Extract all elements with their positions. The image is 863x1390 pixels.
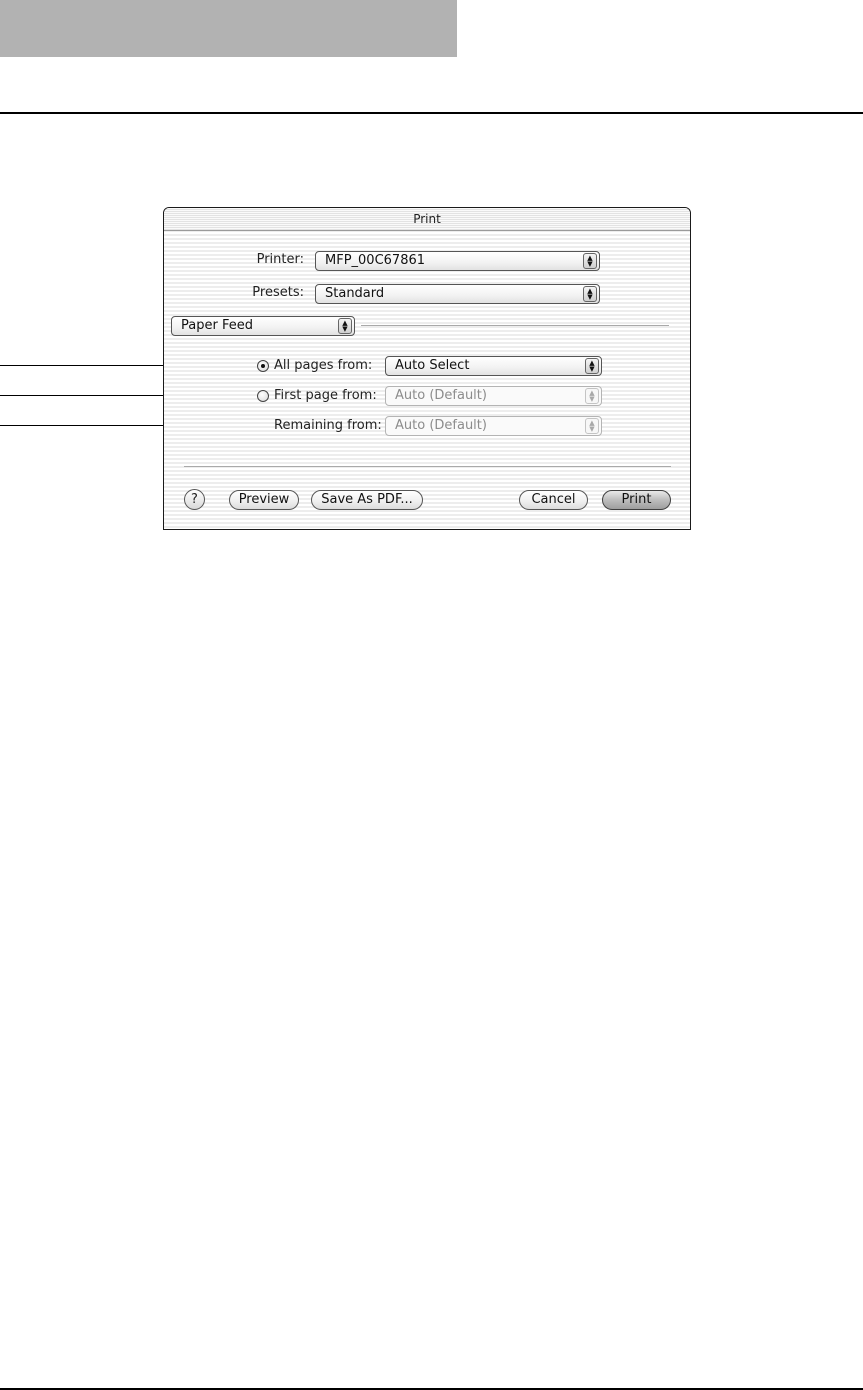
all-pages-radio[interactable] (257, 360, 269, 372)
presets-popup[interactable] (315, 284, 600, 304)
title-bar (164, 208, 690, 231)
all-pages-label: All pages from: (274, 358, 373, 373)
panel-separator (361, 325, 669, 326)
radio-dot-icon (261, 364, 265, 368)
first-page-label: First page from: (274, 388, 377, 403)
print-dialog (163, 207, 691, 530)
printer-label: Printer: (256, 252, 304, 267)
popup-arrows-icon: ▲ ▼ (585, 358, 599, 374)
bottom-separator (184, 466, 671, 467)
popup-arrows-icon: ▲ ▼ (583, 253, 597, 269)
presets-label: Presets: (252, 285, 304, 300)
popup-arrows-icon: ▲ ▼ (585, 388, 599, 404)
cancel-button[interactable]: Cancel (519, 490, 588, 510)
panel-popup[interactable] (171, 316, 355, 336)
remaining-value: Auto (Default) (395, 418, 487, 433)
dialog-title: Print (413, 212, 441, 226)
first-page-value: Auto (Default) (395, 388, 487, 403)
panel-value: Paper Feed (181, 318, 253, 333)
help-button[interactable] (184, 489, 205, 510)
preview-button[interactable]: Preview (229, 490, 299, 510)
all-pages-popup[interactable] (385, 356, 602, 376)
popup-arrows-icon: ▲ ▼ (583, 286, 597, 302)
help-icon: ? (191, 492, 198, 507)
popup-arrows-icon: ▲ ▼ (338, 318, 352, 334)
printer-popup[interactable] (315, 251, 600, 271)
all-pages-value: Auto Select (395, 358, 470, 373)
popup-arrows-icon: ▲ ▼ (585, 418, 599, 434)
remaining-label: Remaining from: (274, 418, 382, 433)
first-page-popup[interactable] (385, 386, 602, 406)
printer-value: MFP_00C67861 (325, 253, 426, 268)
header-tab (0, 0, 457, 57)
save-as-pdf-button[interactable]: Save As PDF... (311, 490, 423, 510)
print-button[interactable]: Print (602, 490, 671, 510)
presets-value: Standard (325, 286, 385, 301)
header-rule (0, 112, 863, 114)
remaining-popup[interactable] (385, 416, 602, 436)
first-page-radio[interactable] (257, 390, 269, 402)
